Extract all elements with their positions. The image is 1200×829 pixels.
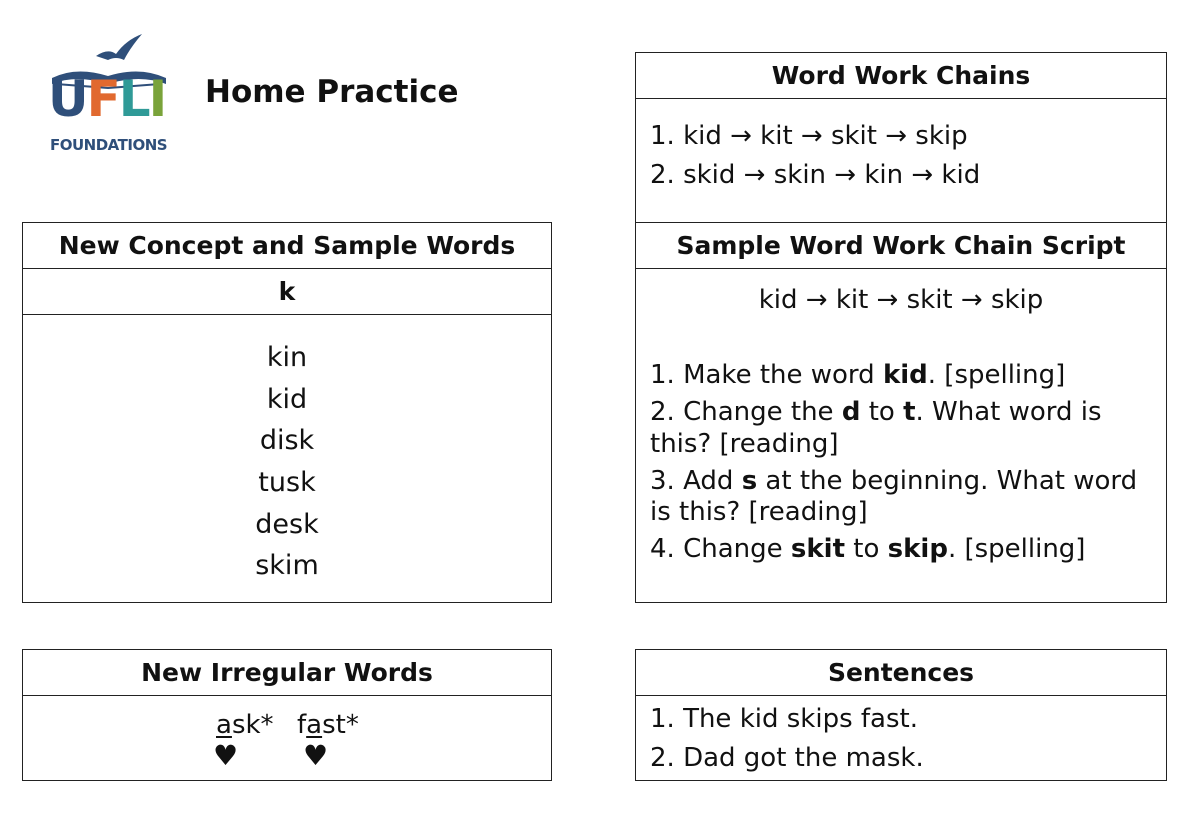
list-item: tusk <box>258 467 316 499</box>
script-step: 2. Change the d to t. What word is this? [reading] <box>650 397 1102 459</box>
concept-letter: k <box>23 269 551 315</box>
logo-subtext: FOUNDATIONS <box>50 136 168 154</box>
list-item: kin <box>266 342 308 373</box>
list-item: kid <box>266 383 308 415</box>
script-step: 3. Add s at the beginning. What word is this? [reading] <box>650 465 1138 527</box>
script-step: 1. Make the word kid. [spelling] <box>650 360 1066 391</box>
sentence-item: 1. The kid skips fast. <box>650 704 918 734</box>
irregular-word: ask* <box>216 710 274 740</box>
script-chain: kid → kit → skit → skip <box>758 285 1044 315</box>
page-title: Home Practice <box>205 74 459 110</box>
list-item: disk <box>259 425 315 457</box>
script-step: 4. Change skit to skip. [spelling] <box>650 534 1086 565</box>
sample-words-list <box>23 315 551 587</box>
new-concept-heading: New Concept and Sample Words <box>23 223 551 269</box>
sentences-box <box>635 649 1167 781</box>
list-item: desk <box>255 508 319 540</box>
sentences-heading: Sentences <box>636 650 1166 696</box>
word-work-box <box>635 52 1167 603</box>
heart-icon: ♥ <box>213 739 239 772</box>
chain-item: 2. skid → skin → kin → kid <box>650 160 981 191</box>
chain-item: 1. kid → kit → skit → skip <box>650 121 968 151</box>
new-concept-box <box>22 222 552 603</box>
heart-icon: ♥ <box>303 739 329 772</box>
list-item: skim <box>255 550 319 582</box>
sentence-item: 2. Dad got the mask. <box>650 743 924 774</box>
ufli-logo: UFLI FOUNDATIONS <box>46 26 172 156</box>
script-heading: Sample Word Work Chain Script <box>636 223 1166 269</box>
irregular-word: fast* <box>297 710 359 740</box>
word-work-chains-heading: Word Work Chains <box>636 53 1166 99</box>
irregular-words-heading: New Irregular Words <box>23 650 551 696</box>
irregular-words-box <box>22 649 552 781</box>
